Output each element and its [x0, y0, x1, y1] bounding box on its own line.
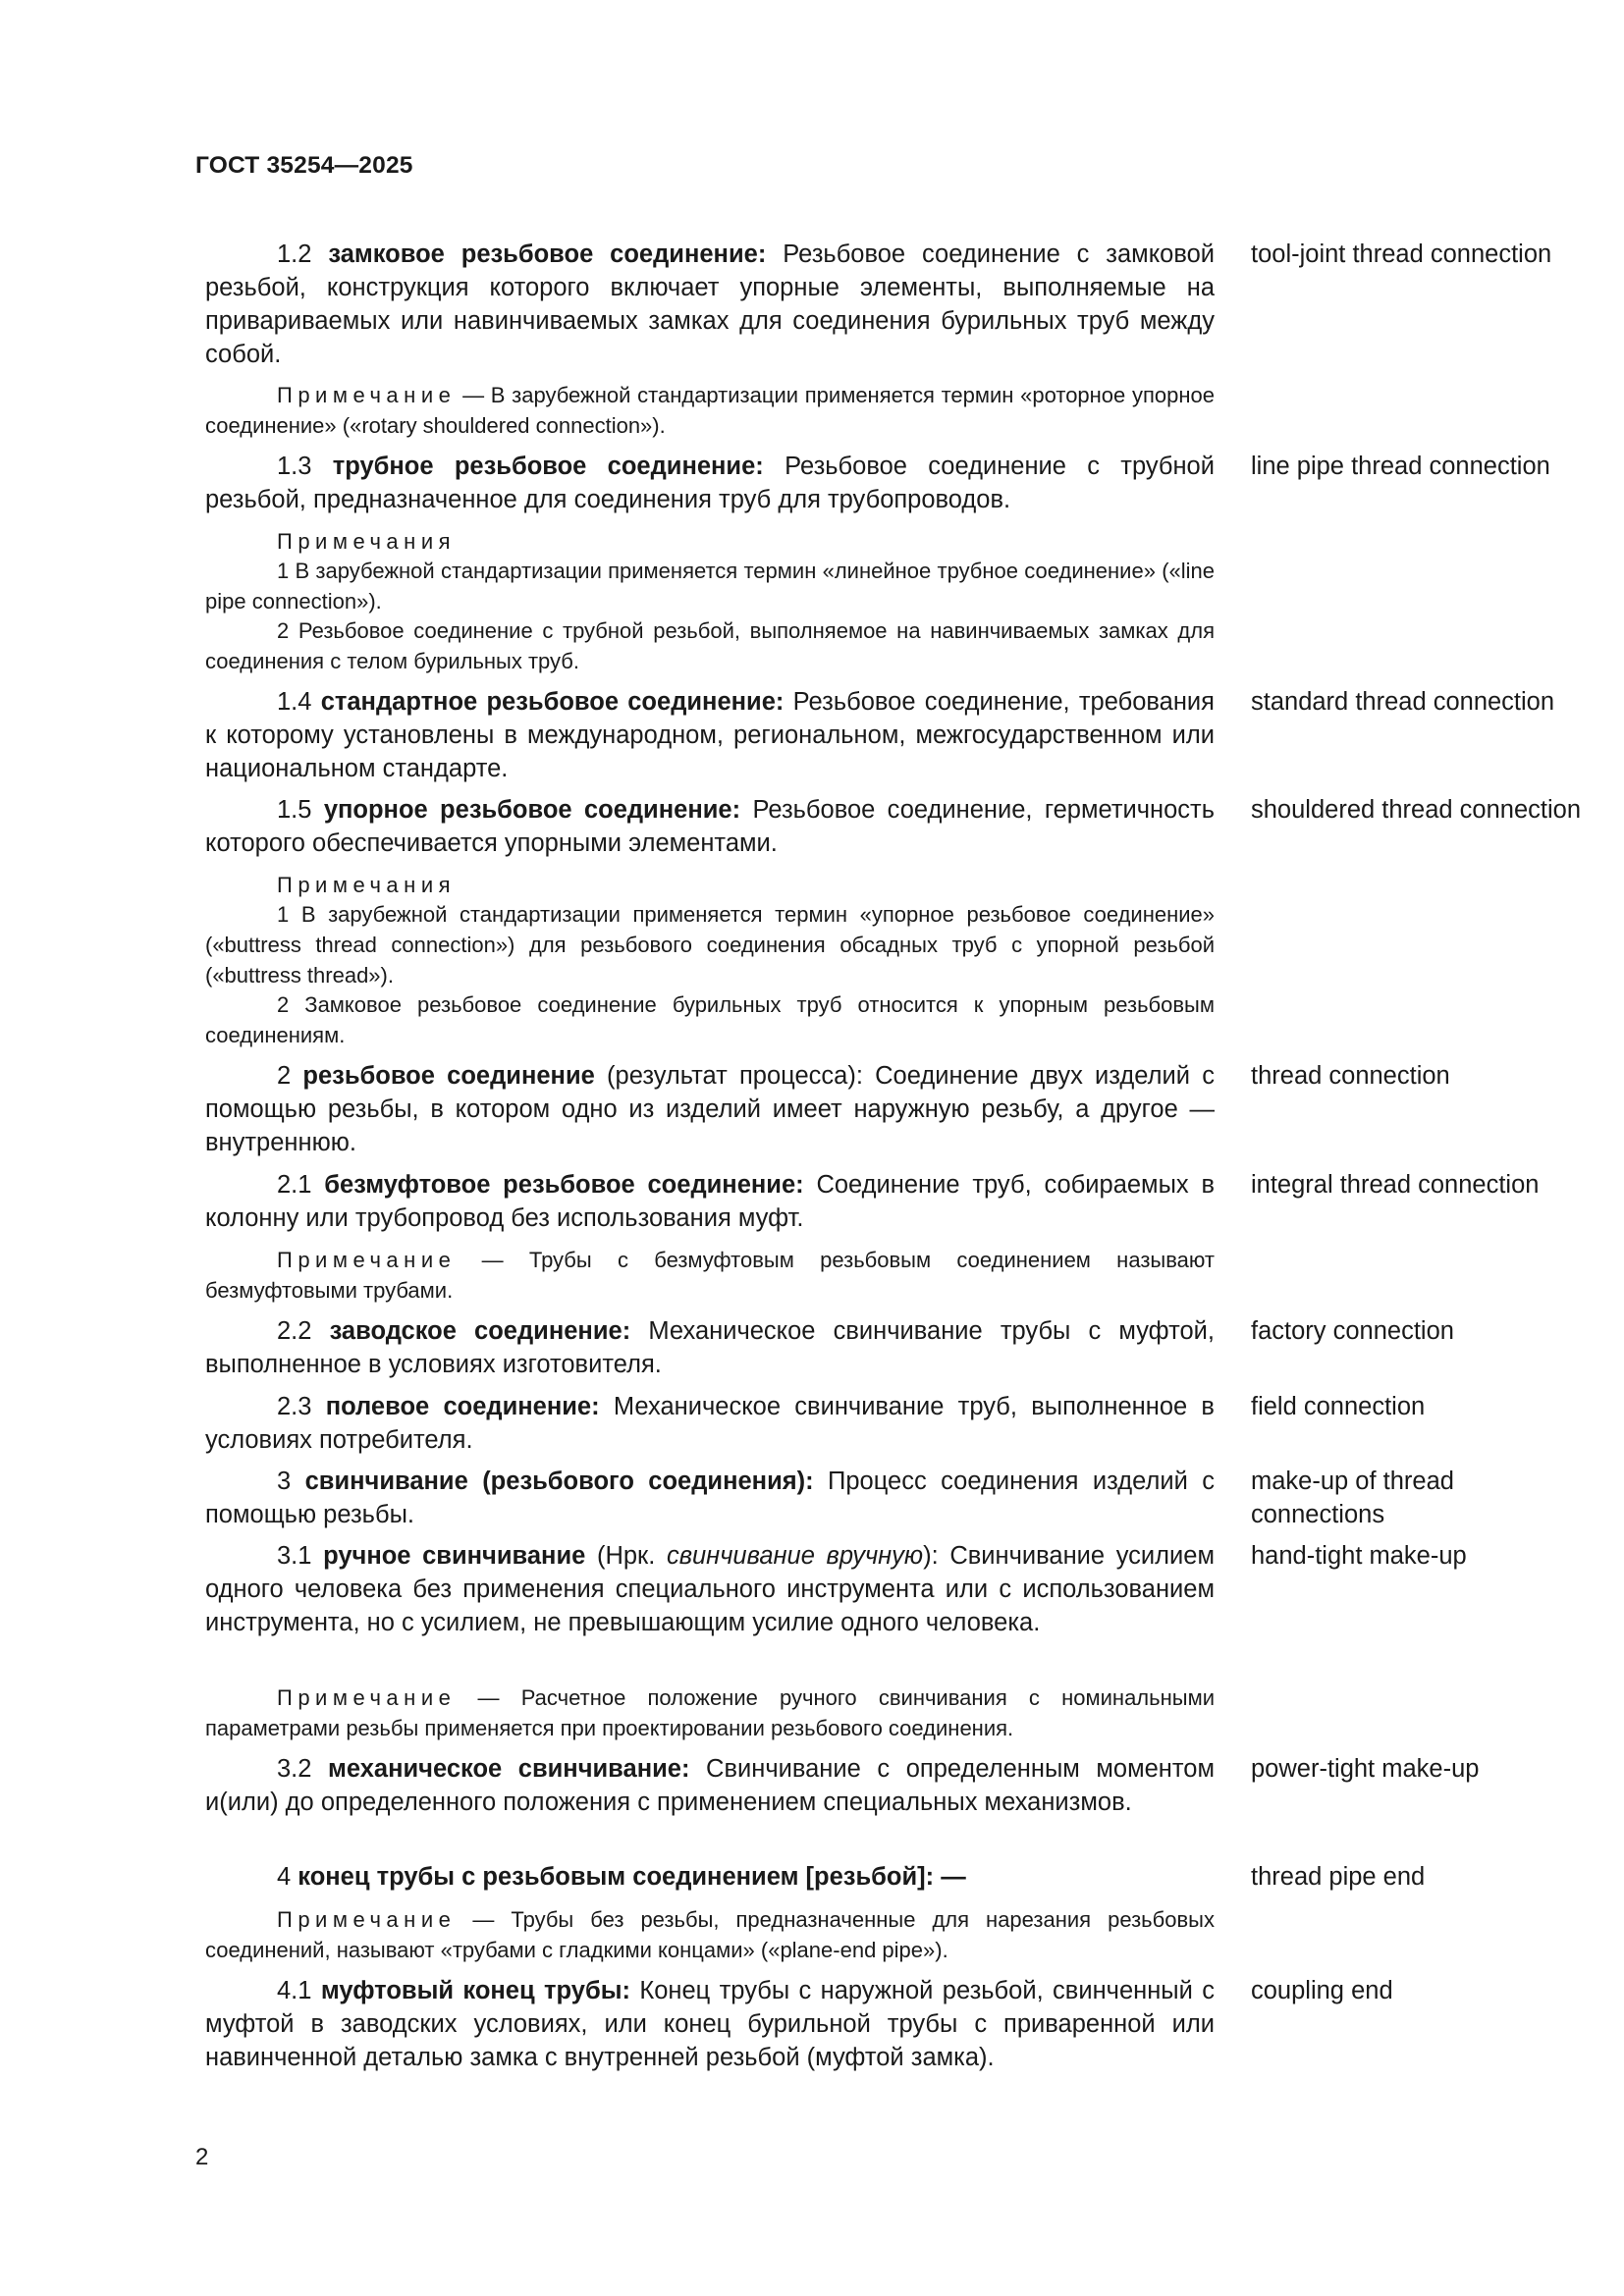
term-ru	[205, 450, 1215, 516]
term-definition: Конец трубы с наружной резьбой, свинченный с муфтой в заводских условиях, или конец бурильной трубы с приваренной или навинченной деталью замка с внутренней резьбой (муфтой замка).	[205, 1977, 1215, 2071]
note-1-5-item-2: 2 Замковое резьбовое соединение бурильных труб относится к упорным резьбовым соединениям.	[205, 992, 1215, 1047]
term-ru	[205, 1860, 1215, 1894]
term-definition: Свинчивание с определенным моментом и(или) до определенного положения с применением специальных механизмов.	[205, 1755, 1215, 1816]
note-1-3-item-2: 2 Резьбовое соединение с трубной резьбой, выполняемое на навинчиваемых замках для соединения с телом бурильных труб.	[205, 618, 1215, 673]
note-3-1	[205, 1682, 1215, 1743]
term-definition: ): Свинчивание усилием одного человека без применения специального инструмента или с использованием инструмента, но с усилием, не превышающим усилие одного человека.	[205, 1542, 1216, 1636]
term-name: стандартное резьбовое соединение:	[320, 688, 785, 716]
term-definition: Резьбовое соединение с трубной резьбой, предназначенное для соединения труб для трубопроводов.	[205, 453, 1215, 513]
term-en: coupling end	[1251, 1977, 1393, 2004]
term-definition: Соединение труб, собираемых в колонну или трубопровод без использования муфт.	[205, 1171, 1215, 1232]
term-name: упорное резьбовое соединение:	[323, 796, 741, 824]
term-en: field connection	[1251, 1393, 1426, 1420]
term-en: power-tight make-up	[1251, 1755, 1480, 1783]
term-definition: (результат процесса): Соединение двух изделий с помощью резьбы, в котором одно из изделий имеет наружную резьбу, а другое — внутреннюю.	[205, 1062, 1215, 1156]
term-en: thread pipe end	[1251, 1863, 1426, 1891]
document-header: ГОСТ 35254—2025	[195, 152, 413, 179]
term-number: 2	[277, 1062, 292, 1090]
term-number: 1.3	[277, 453, 312, 480]
term-definition: Резьбовое соединение, герметичность которого обеспечивается упорными элементами.	[205, 796, 1216, 857]
term-number: 1.5	[277, 796, 312, 824]
term-number: 2.3	[277, 1393, 312, 1420]
term-ru	[205, 1059, 1215, 1159]
term-en: shouldered thread connection	[1251, 796, 1581, 824]
deprecated-prefix: (Нрк.	[596, 1542, 656, 1570]
term-ru	[205, 1390, 1215, 1457]
term-definition: Механическое свинчивание труб, выполненное в условиях потребителя.	[205, 1393, 1215, 1454]
term-en: tool-joint thread connection	[1251, 240, 1552, 268]
notes-heading-1-3: Примечания	[277, 529, 457, 554]
notes-heading-1-5: Примечания	[277, 873, 457, 897]
term-name: трубное резьбовое соединение:	[332, 453, 764, 480]
term-ru	[205, 1752, 1215, 1819]
note-label: Примечание	[277, 1685, 457, 1710]
term-definition: Резьбовое соединение с замковой резьбой, конструкция которого включает упорные элементы, выполняемые на привариваемых или навинчиваемых замках для соединения бурильных труб между собой.	[205, 240, 1216, 368]
term-number: 2.2	[277, 1317, 312, 1345]
note-label: Примечание	[277, 1248, 457, 1272]
page-number: 2	[195, 2144, 209, 2170]
note-label: Примечание	[277, 383, 457, 407]
term-number: 4	[277, 1863, 292, 1891]
deprecated-term: свинчивание вручную	[666, 1542, 924, 1570]
term-name: муфтовый конец трубы:	[320, 1977, 630, 2004]
term-ru	[205, 793, 1215, 860]
term-name: безмуфтовое резьбовое соединение:	[324, 1171, 804, 1199]
term-en: make-up of thread connections	[1251, 1468, 1454, 1528]
note-label: Примечание	[277, 1907, 457, 1932]
term-name: механическое свинчивание:	[328, 1755, 690, 1783]
note-2-1	[205, 1245, 1215, 1306]
term-ru	[205, 1539, 1215, 1639]
term-number: 1.4	[277, 688, 312, 716]
term-ru	[205, 1168, 1215, 1235]
term-ru	[205, 238, 1215, 371]
term-name: замковое резьбовое соединение:	[328, 240, 767, 268]
term-name: ручное свинчивание	[323, 1542, 586, 1570]
term-ru	[205, 685, 1215, 785]
term-name: резьбовое соединение	[302, 1062, 595, 1090]
term-name: конец трубы с резьбовым соединением [резьбой]: —	[298, 1863, 966, 1891]
note-1-2	[205, 380, 1215, 441]
term-en: factory connection	[1251, 1317, 1454, 1345]
term-name: заводское соединение:	[329, 1317, 631, 1345]
term-en: hand-tight make-up	[1251, 1542, 1467, 1570]
term-number: 3	[277, 1468, 292, 1495]
term-number: 1.2	[277, 240, 312, 268]
note-text: — В зарубежной стандартизации применяется термин «роторное упорное соединение» («rotary shouldered connection»).	[205, 383, 1215, 438]
term-name: полевое соединение:	[325, 1393, 600, 1420]
term-ru	[205, 1314, 1215, 1381]
term-name: свинчивание (резьбового соединения):	[304, 1468, 814, 1495]
term-definition: Процесс соединения изделий с помощью резьбы.	[205, 1468, 1215, 1528]
term-number: 3.1	[277, 1542, 312, 1570]
term-ru	[205, 1974, 1215, 2074]
note-1-5-item-1: 1 В зарубежной стандартизации применяется термин «упорное резьбовое соединение» («buttress thread connection») для резьбового соединения обсадных труб с упорной резьбой («buttress thread»).	[205, 902, 1215, 988]
term-en: standard thread connection	[1251, 688, 1555, 716]
term-definition: Механическое свинчивание трубы с муфтой, выполненное в условиях изготовителя.	[205, 1317, 1215, 1378]
term-number: 4.1	[277, 1977, 312, 2004]
term-en: thread connection	[1251, 1062, 1450, 1090]
note-1-3-item-1: 1 В зарубежной стандартизации применяется термин «линейное трубное соединение» («line pipe connection»).	[205, 559, 1215, 614]
term-number: 2.1	[277, 1171, 312, 1199]
term-definition: Резьбовое соединение, требования к которому установлены в международном, региональном, межгосударственном или национальном стандарте.	[205, 688, 1215, 782]
term-en: integral thread connection	[1251, 1171, 1540, 1199]
note-text: — Трубы с безмуфтовым резьбовым соединением называют безмуфтовыми трубами.	[205, 1248, 1215, 1303]
note-text: — Расчетное положение ручного свинчивания с номинальными параметрами резьбы применяется при проектировании резьбового соединения.	[205, 1685, 1215, 1740]
term-number: 3.2	[277, 1755, 312, 1783]
term-en: line pipe thread connection	[1251, 453, 1550, 480]
note-4	[205, 1904, 1215, 1965]
note-text: — Трубы без резьбы, предназначенные для нарезания резьбовых соединений, называют «трубами с гладкими концами» («plane-end pipe»).	[205, 1907, 1215, 1962]
term-ru	[205, 1465, 1215, 1531]
